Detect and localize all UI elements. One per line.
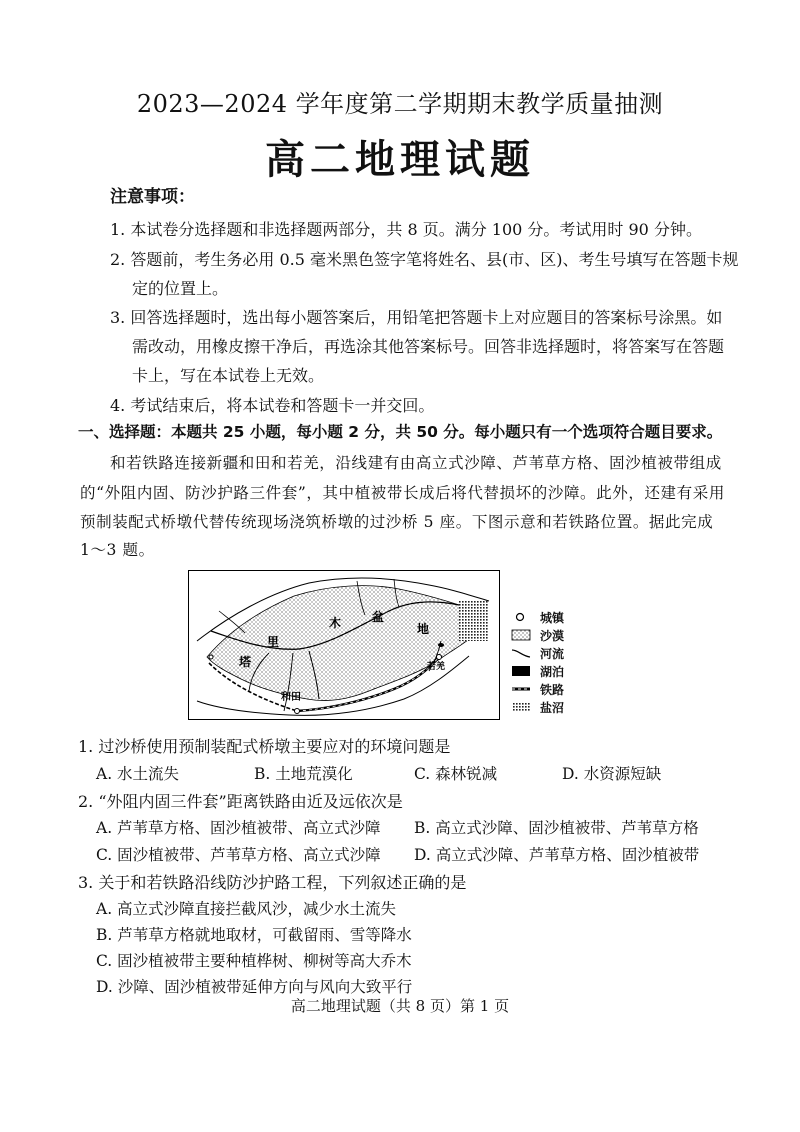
- map-drawing: [189, 571, 499, 719]
- passage-line-2: 的“外阻内固、防沙护路三件套”，其中植被带长成后将代替损坏的沙障。此外，还建有采用: [80, 484, 725, 502]
- tarim-basin-map: [188, 570, 500, 720]
- notes-heading: 注意事项：: [110, 187, 195, 207]
- map-label-mu: 木: [329, 616, 342, 630]
- map-label-li: 里: [267, 635, 280, 649]
- question-3-option-b: B. 芦苇草方格就地取材，可截留雨、雪等降水: [96, 926, 412, 944]
- question-2-option-b: B. 高立式沙障、固沙植被带、芦苇草方格: [414, 819, 699, 837]
- town-hetian: [295, 709, 300, 714]
- question-1-option-c: C. 森林锐减: [414, 765, 498, 783]
- exam-subtitle: 2023—2024 学年度第二学期期末教学质量抽测: [136, 90, 664, 118]
- river-legend-icon: [510, 646, 534, 660]
- note-line-2: 2. 答题前，考生务必用 0.5 毫米黑色签字笔将姓名、县(市、区)、考生号填写在答题卡规: [110, 250, 739, 269]
- legend-river: 河流: [510, 644, 630, 662]
- note-line-1: 1. 本试卷分选择题和非选择题两部分，共 8 页。满分 100 分。考试用时 90 分钟。: [110, 220, 702, 239]
- question-3-option-c: C. 固沙植被带主要种植桦树、柳树等高大乔木: [96, 952, 412, 970]
- note-line-3-cont-1: 需改动，用橡皮擦干净后，再选涂其他答案标号。回答非选择题时，将答案写在答题: [132, 337, 725, 356]
- legend-salt-marsh: 盐沼: [510, 698, 630, 716]
- note-line-3-cont-2: 卡上，写在本试卷上无效。: [132, 366, 325, 385]
- question-3-stem: 3. 关于和若铁路沿线防沙护路工程，下列叙述正确的是: [78, 873, 467, 892]
- map-label-pen: 盆: [372, 610, 385, 624]
- page-footer: 高二地理试题（共 8 页）第 1 页: [290, 997, 510, 1015]
- passage-line-3: 预制装配式桥墩代替传统现场浇筑桥墩的过沙桥 5 座。下图示意和若铁路位置。据此完成: [80, 513, 714, 531]
- question-2-option-c: C. 固沙植被带、芦苇草方格、高立式沙障: [96, 846, 381, 864]
- question-1-stem: 1. 过沙桥使用预制装配式桥墩主要应对的环境问题是: [78, 737, 451, 756]
- passage-line-1: 和若铁路连接新疆和田和若羌，沿线建有由高立式沙障、芦苇草方格、固沙植被带组成: [110, 454, 722, 472]
- map-label-hetian: 和田: [281, 692, 301, 703]
- legend-town: 城镇: [510, 608, 630, 626]
- lake-legend-icon: [510, 664, 534, 678]
- question-1-option-a: A. 水土流失: [96, 765, 180, 783]
- exam-title: 高二地理试题: [265, 137, 535, 183]
- town-legend-icon: [510, 610, 534, 624]
- legend-lake: 湖泊: [510, 662, 630, 680]
- question-2-stem: 2. “外阻内固三件套”距离铁路由近及远依次是: [78, 792, 403, 811]
- lake-marker: [438, 643, 444, 647]
- section-heading: 一、选择题：本题共 25 小题，每小题 2 分，共 50 分。每小题只有一个选项符合题目要求。: [78, 423, 723, 441]
- map-label-ta: 塔: [239, 655, 252, 669]
- salt-marsh-area: [459, 601, 489, 641]
- note-line-3: 3. 回答选择题时，选出每小题答案后，用铅笔把答题卡上对应题目的答案标号涂黑。如: [110, 308, 723, 327]
- legend-railway: 铁路: [510, 680, 630, 698]
- note-line-2-cont: 定的位置上。: [132, 279, 229, 298]
- map-label-ruoqiang: 若羌: [427, 662, 446, 672]
- note-line-4: 4. 考试结束后，将本试卷和答题卡一并交回。: [110, 396, 435, 415]
- question-1-option-b: B. 土地荒漠化: [254, 765, 353, 783]
- passage-line-4: 1～3 题。: [80, 541, 155, 559]
- map-label-di: 地: [417, 622, 430, 636]
- legend-desert: 沙漠: [510, 626, 630, 644]
- question-1-option-d: D. 水资源短缺: [562, 765, 662, 783]
- question-3-option-d: D. 沙障、固沙植被带延伸方向与风向大致平行: [96, 978, 413, 996]
- desert-legend-icon: [510, 628, 534, 642]
- town-ruoqiang: [437, 655, 442, 660]
- question-2-option-d: D. 高立式沙障、芦苇草方格、固沙植被带: [414, 846, 700, 864]
- question-3-option-a: A. 高立式沙障直接拦截风沙，减少水土流失: [96, 900, 397, 918]
- salt-marsh-legend-icon: [510, 700, 534, 714]
- question-2-option-a: A. 芦苇草方格、固沙植被带、高立式沙障: [96, 819, 381, 837]
- railway-legend-icon: [510, 682, 534, 696]
- town-marker: [209, 655, 213, 659]
